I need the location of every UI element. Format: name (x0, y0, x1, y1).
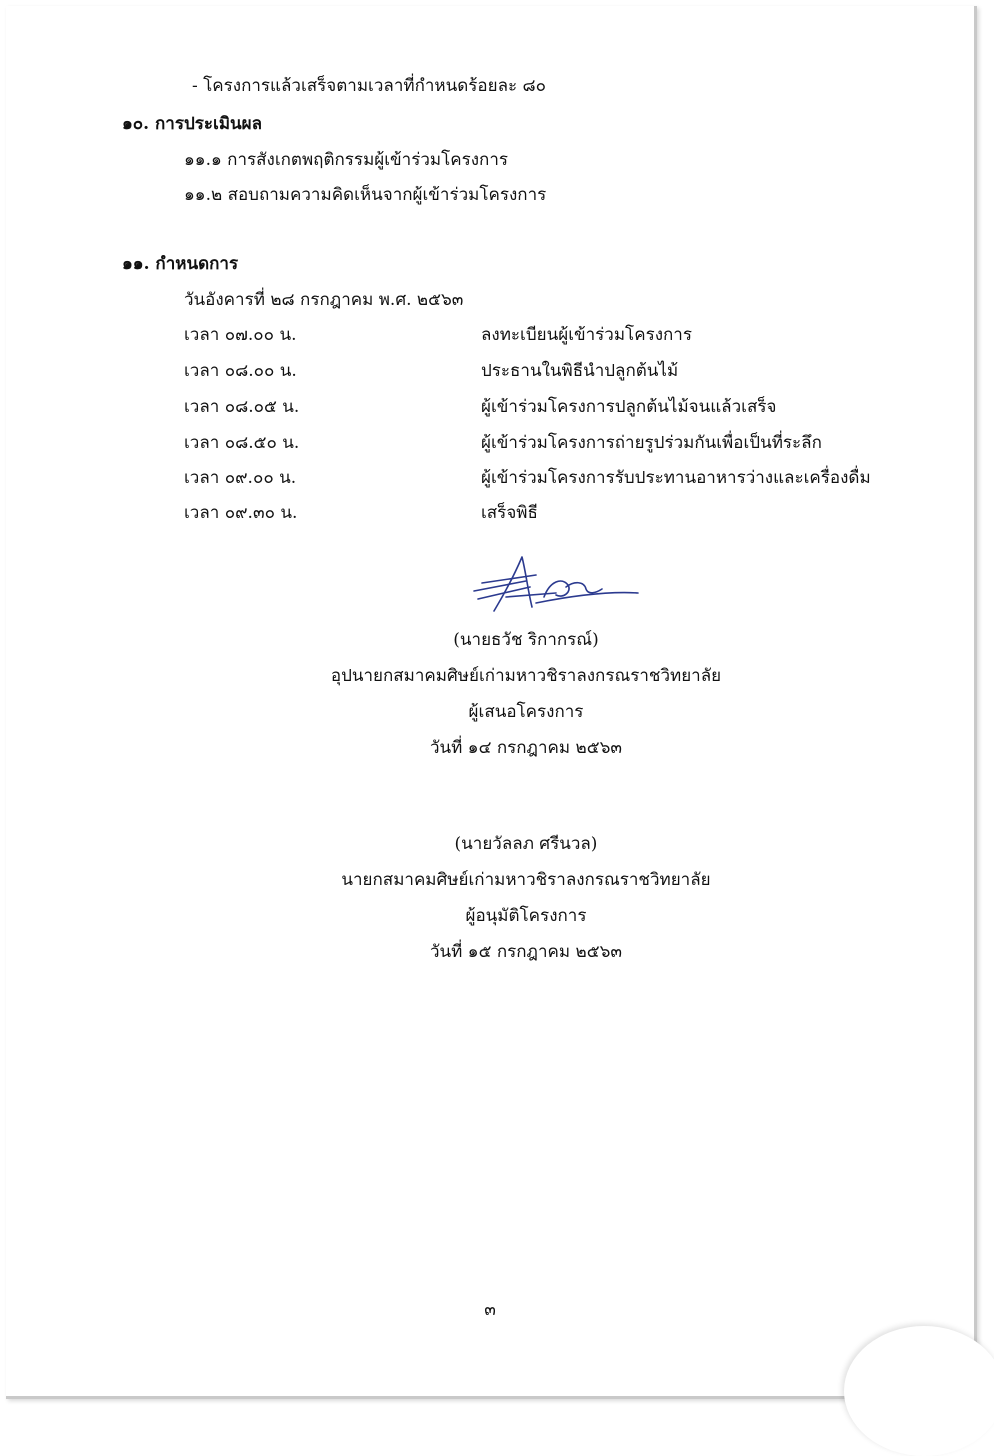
evaluation-item-1: ๑๑.๑ การสังเกตพฤติกรรมผู้เข้าร่วมโครงการ (184, 150, 508, 170)
document-page (6, 6, 977, 1399)
schedule-activity: เสร็จพิธี (481, 503, 538, 523)
schedule-time: เวลา ๐๘.๐๕ น. (184, 397, 300, 417)
schedule-activity: ประธานในพิธีนำปลูกต้นไม้ (481, 361, 679, 381)
approver-position: นายกสมาคมศิษย์เก่ามหาวชิราลงกรณราชวิทยาลัย (341, 870, 711, 890)
section-10-heading: ๑๐. การประเมินผล (122, 114, 263, 134)
proposer-position: อุปนายกสมาคมศิษย์เก่ามหาวชิราลงกรณราชวิทยาลัย (330, 666, 722, 686)
schedule-row (6, 501, 974, 531)
schedule-time: เวลา ๐๗.๐๐ น. (184, 325, 297, 345)
schedule-row (6, 395, 974, 425)
signature-image (466, 551, 646, 621)
schedule-time: เวลา ๐๘.๕๐ น. (184, 433, 300, 453)
schedule-activity: ผู้เข้าร่วมโครงการถ่ายรูปร่วมกันเพื่อเป็นที่ระลึก (481, 433, 822, 453)
schedule-row (6, 431, 974, 461)
evaluation-item-2: ๑๑.๒ สอบถามความคิดเห็นจากผู้เข้าร่วมโครงการ (184, 185, 547, 205)
proposer-role: ผู้เสนอโครงการ (468, 702, 584, 722)
approver-role: ผู้อนุมัติโครงการ (465, 906, 587, 926)
completion-bullet: - โครงการแล้วเสร็จตามเวลาที่กำหนดร้อยละ ๘๐ (192, 76, 547, 96)
approver-name: (นายวัลลภ ศรีนวล) (454, 834, 598, 854)
section-11-heading: ๑๑. กำหนดการ (122, 254, 239, 274)
signature-stroke (566, 583, 602, 593)
corner-overlay (844, 1326, 994, 1456)
schedule-time: เวลา ๐๙.๓๐ น. (184, 503, 298, 523)
page-number: ๓ (484, 1300, 496, 1320)
schedule-row (6, 466, 974, 496)
schedule-date: วันอังคารที่ ๒๘ กรกฎาคม พ.ศ. ๒๕๖๓ (184, 290, 464, 310)
proposer-date: วันที่ ๑๔ กรกฎาคม ๒๕๖๓ (430, 738, 622, 758)
schedule-activity: ผู้เข้าร่วมโครงการรับประทานอาหารว่างและเครื่องดื่ม (481, 468, 871, 488)
signature-stroke (544, 581, 569, 597)
schedule-activity: ลงทะเบียนผู้เข้าร่วมโครงการ (481, 325, 692, 345)
signature-stroke (482, 575, 536, 583)
schedule-time: เวลา ๐๙.๐๐ น. (184, 468, 297, 488)
schedule-row (6, 359, 974, 389)
schedule-activity: ผู้เข้าร่วมโครงการปลูกต้นไม้จนแล้วเสร็จ (481, 397, 777, 417)
approver-date: วันที่ ๑๕ กรกฎาคม ๒๕๖๓ (430, 942, 622, 962)
schedule-time: เวลา ๐๘.๐๐ น. (184, 361, 297, 381)
signature-stroke (506, 593, 556, 597)
proposer-name: (นายธวัช ริกากรณ์) (453, 630, 599, 650)
schedule-row (6, 323, 974, 353)
